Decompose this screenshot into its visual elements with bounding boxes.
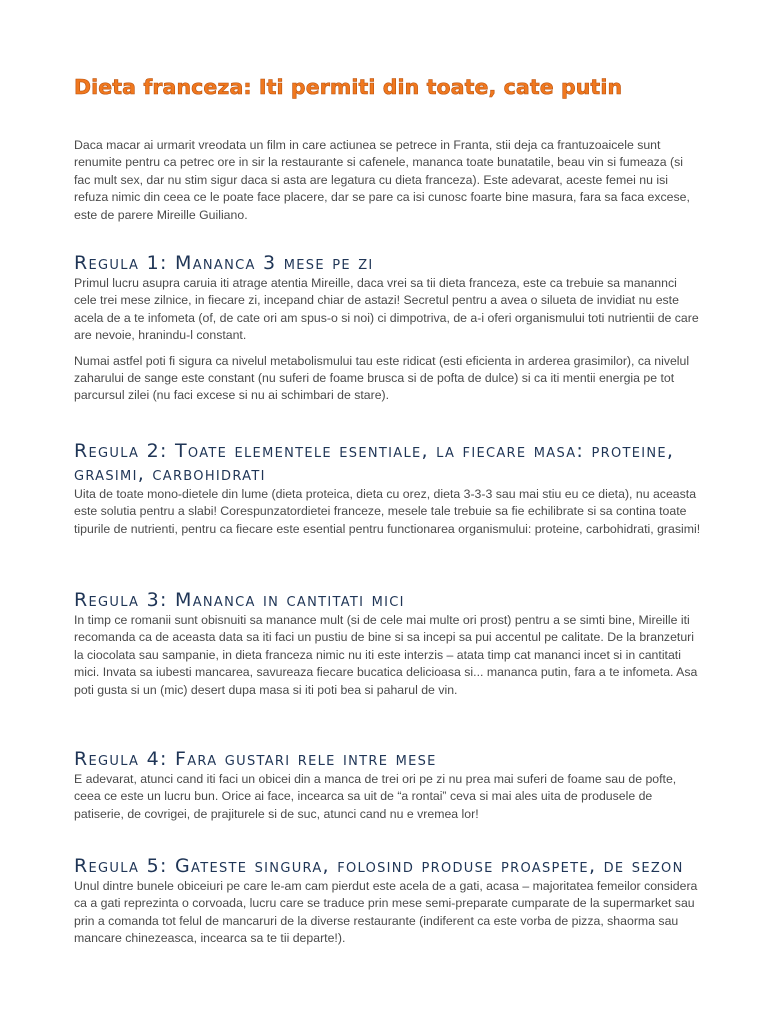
rule-paragraph: E adevarat, atunci cand iti faci un obicei din a manca de trei ori pe zi nu prea mai suferi de foame sau de pofte, ceea ce este un lucru bun. Orice ai face, incearca sa uit de “a rontai” ceva si mai ales uita de produsele de patiserie, de covrigei, de prajiturele si de suc, atunci cand nu e vremea lor! — [74, 772, 677, 821]
rule-paragraph: Primul lucru asupra caruia iti atrage atentia Mireille, daca vrei sa tii dieta franceza, este ca trebuie sa manannci cele trei mese zilnice, in fiecare zi, incepand chiar de astazi! Secretul pentru a avea o silueta de invidiat nu este acela de a te infometa (of, de cate ori am spus-o si noi) ci dimpotriva, de a-i oferi organismului toti nutrientii de care are nevoie, hranindu-l constant. — [74, 276, 699, 343]
rule-heading: Regula 5: Gateste singura, folosind produse proaspete, de sezon — [74, 855, 684, 877]
rule-section-3 — [74, 589, 702, 699]
rule-paragraph: Numai astfel poti fi sigura ca nivelul metabolismului tau este ridicat (esti eficienta in arderea grasimilor), ca nivelul zaharului de sange este constant (nu suferi de foame brusca si de pofta de dulce) si ca iti mentii energia pe tot parcursul zilei (nu faci excese si nu ai schimbari de stare). — [74, 353, 690, 403]
rule-section-5 — [74, 855, 702, 948]
rule-section-4 — [74, 748, 702, 823]
rule-paragraph: Uita de toate mono-dietele din lume (dieta proteica, dieta cu orez, dieta 3-3-3 sau mai stiu eu ce dieta), nu aceasta este solutia pentru a slabi! Corespunzatordietei franceze, mesele tale trebuie sa fie echilibrate si sa contina toate tipurile de nutrienti, pentru ca fiecare este esential pentru functionarea organismului: proteine, carbohidrati, grasimi! — [74, 487, 701, 536]
rule-paragraph: In timp ce romanii sunt obisnuiti sa manance mult (si de cele mai multe ori prost) pentru a se simti bine, Mireille iti recomanda ca de aceasta data sa iti faci un pustiu de bine si sa incepi sa pui accentul pe calitate. De la branzeturi la ciocolata sau sampanie, in dieta franceza nimic nu iti este interzis – atata timp cat mananci incet si in cantitati mici. Invata sa iubesti mancarea, savureaza fiecare bucatica delicioasa si... mananca putin, fara a te infometa. Asa poti gusta si un (mic) desert dupa masa si iti poti bea si paharul de vin. — [74, 613, 698, 697]
rule-paragraph: Unul dintre bunele obiceiuri pe care le-am cam pierdut este acela de a gati, acasa – majoritatea femeilor considera ca a gati reprezinta o corvoada, lucru care se traduce prin mese semi-preparate cumparate de la supermarket sau prin a comanda tot felul de mancaruri de la diverse restaurante (indiferent ca este vorba de pizza, shaorma sau mancare chinezeasca, incearca sa te tii departe!). — [74, 879, 698, 946]
rule-heading: Regula 4: Fara gustari rele intre mese — [74, 748, 437, 770]
rule-section-1 — [74, 252, 702, 405]
rule-heading: Regula 1: Mananca 3 mese pe zi — [74, 252, 374, 274]
rule-heading: Regula 2: Toate elementele esentiale, la fiecare masa: proteine, grasimi, carbohidrati — [74, 440, 675, 485]
intro-paragraph: Daca macar ai urmarit vreodata un film in care actiunea se petrece in Franta, stii deja ca frantuzoaicele sunt renumite pentru ca petrec ore in sir la restaurante si cafenele, mananca toate bunatatile, beau vin si fumeaza (si fac mult sex, dar nu stim sigur daca si asta are legatura cu dieta franceza). Este adevarat, aceste femei nu isi refuza nimic din ceea ce le poate face placere, dar se pare ca isi cunosc foarte bine masura, fara sa faca excese, este de parere Mireille Guiliano. — [74, 138, 690, 222]
rule-section-2 — [74, 440, 702, 538]
article-title: Dieta franceza: Iti permiti din toate, cate putin — [74, 75, 623, 99]
rule-heading: Regula 3: Mananca in cantitati mici — [74, 589, 405, 611]
